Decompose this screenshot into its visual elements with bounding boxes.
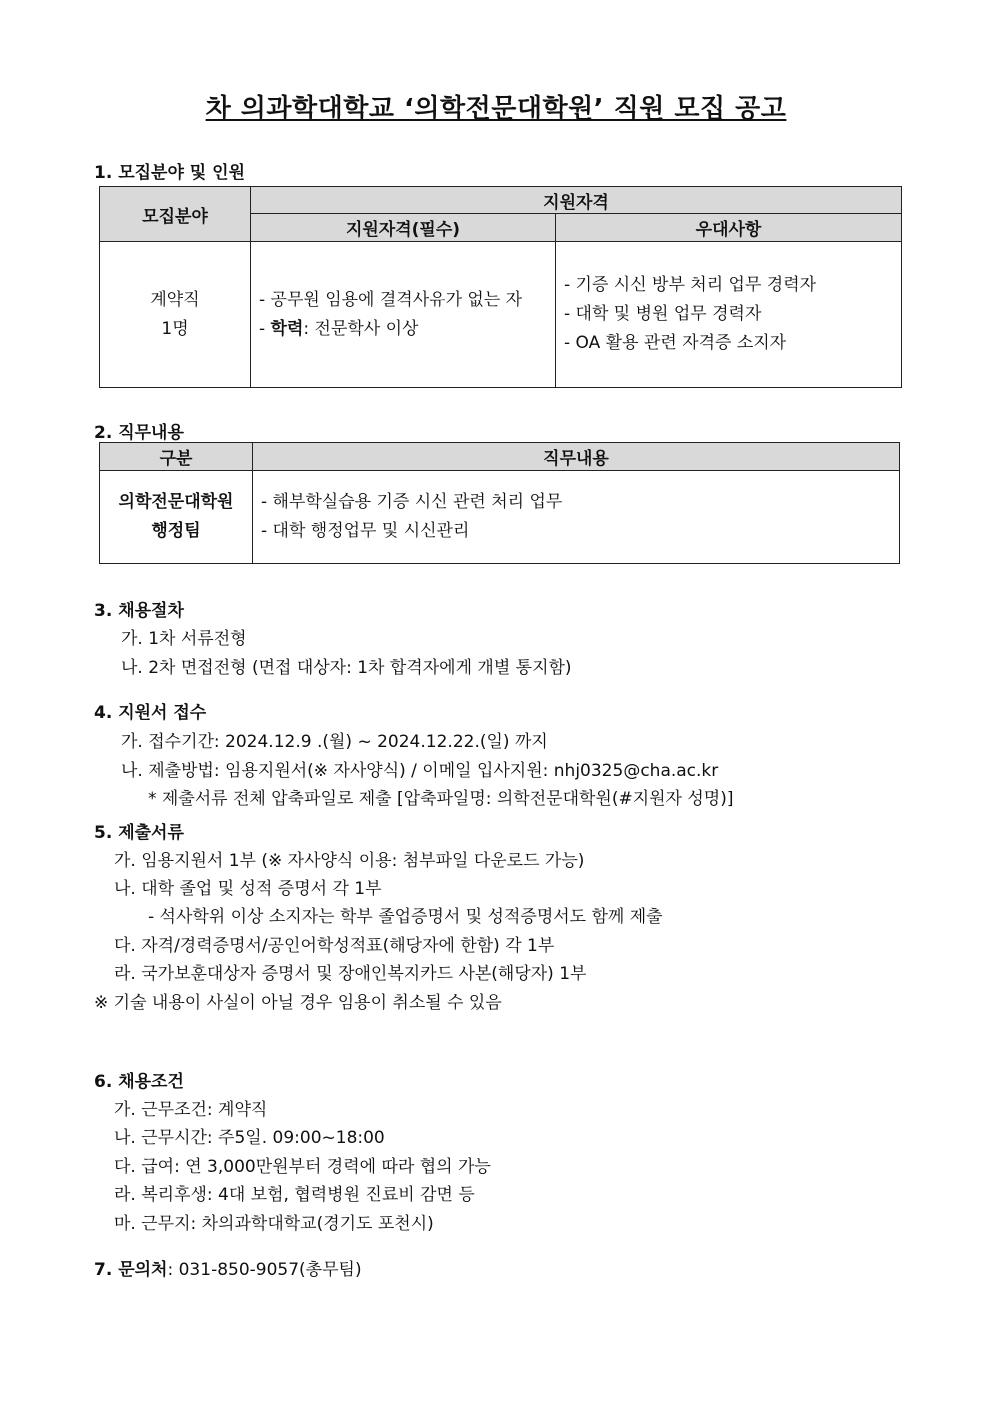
- duty-cell: [253, 471, 900, 564]
- duty-item-1: - 해부학실습용 기증 시신 관련 처리 업무: [261, 492, 563, 512]
- division-line-2: 행정팀: [151, 521, 201, 541]
- document-item-1: 가. 임용지원서 1부 (※ 자사양식 이용: 첨부파일 다운로드 가능): [114, 851, 585, 871]
- duty-item-2: - 대학 행정업무 및 시신관리: [261, 521, 470, 541]
- application-method: 나. 제출방법: 임용지원서(※ 자사양식) / 이메일 입사지원: nhj0325@cha.ac.kr: [121, 761, 719, 781]
- condition-item-4: 라. 복리후생: 4대 보험, 협력병원 진료비 감면 등: [114, 1185, 475, 1205]
- duty-table: [99, 442, 900, 564]
- section-3-heading: 3. 채용절차: [94, 601, 184, 621]
- education-value: : 전문학사 이상: [303, 318, 419, 339]
- procedure-item-1: 가. 1차 서류전형: [121, 629, 247, 649]
- procedure-item-2: 나. 2차 면접전형 (면접 대상자: 1차 합격자에게 개별 통지함): [121, 658, 572, 678]
- section-5-heading: 5. 제출서류: [94, 823, 184, 843]
- field-cell: [100, 242, 251, 388]
- condition-item-5: 마. 근무지: 차의과학대학교(경기도 포천시): [114, 1214, 434, 1234]
- header-division: 구분: [100, 443, 253, 471]
- recruit-table: [99, 186, 902, 388]
- document-item-2-note: - 석사학위 이상 소지자는 학부 졸업증명서 및 성적증명서도 함께 제출: [148, 907, 663, 927]
- education-label: 학력: [270, 318, 304, 339]
- condition-item-3: 다. 급여: 연 3,000만원부터 경력에 따라 협의 가능: [114, 1157, 491, 1177]
- required-item-2: - 학력: 전문학사 이상: [259, 318, 419, 339]
- header-duty: 직무내용: [253, 443, 900, 471]
- preferred-item-3: - OA 활용 관련 자격증 소지자: [564, 333, 787, 353]
- document-item-4: 라. 국가보훈대상자 증명서 및 장애인복지카드 사본(해당자) 1부: [114, 964, 587, 984]
- document-item-2: 나. 대학 졸업 및 성적 증명서 각 1부: [114, 879, 382, 899]
- document-item-3: 다. 자격/경력증명서/공인어학성적표(해당자에 한함) 각 1부: [114, 936, 555, 956]
- section-2-heading: 2. 직무내용: [94, 423, 184, 443]
- field-count: 1명: [161, 318, 189, 339]
- contact-phone: : 031-850-9057(총무팀): [167, 1260, 362, 1280]
- header-qualification: 지원자격: [251, 187, 902, 214]
- required-item-1: - 공무원 임용에 결격사유가 없는 자: [259, 289, 523, 310]
- required-cell: [251, 242, 556, 388]
- header-required: 지원자격(필수): [251, 214, 556, 242]
- division-cell: [100, 471, 253, 564]
- division-line-1: 의학전문대학원: [118, 492, 234, 512]
- field-type: 계약직: [150, 289, 200, 310]
- section-7-heading: 7. 문의처: [94, 1260, 168, 1280]
- preferred-cell: [556, 242, 902, 388]
- condition-item-2: 나. 근무시간: 주5일. 09:00~18:00: [114, 1128, 385, 1148]
- page-title: 차 의과학대학교 ‘의학전문대학원’ 직원 모집 공고: [205, 94, 787, 124]
- document-warning: ※ 기술 내용이 사실이 아닐 경우 임용이 취소될 수 있음: [94, 993, 502, 1013]
- section-1-heading: 1. 모집분야 및 인원: [94, 163, 245, 183]
- section-6-heading: 6. 채용조건: [94, 1072, 184, 1092]
- condition-item-1: 가. 근무조건: 계약직: [114, 1100, 268, 1120]
- section-4-heading: 4. 지원서 접수: [94, 703, 207, 723]
- application-note: * 제출서류 전체 압축파일로 제출 [압축파일명: 의학전문대학원(#지원자 성명)]: [148, 789, 734, 809]
- preferred-item-2: - 대학 및 병원 업무 경력자: [564, 304, 762, 324]
- contact: [94, 1255, 362, 1280]
- header-preferred: 우대사항: [556, 214, 902, 242]
- header-field: 모집분야: [100, 187, 251, 242]
- application-period: 가. 접수기간: 2024.12.9 .(월) ~ 2024.12.22.(일) 까지: [121, 732, 548, 752]
- preferred-item-1: - 기증 시신 방부 처리 업무 경력자: [564, 275, 817, 295]
